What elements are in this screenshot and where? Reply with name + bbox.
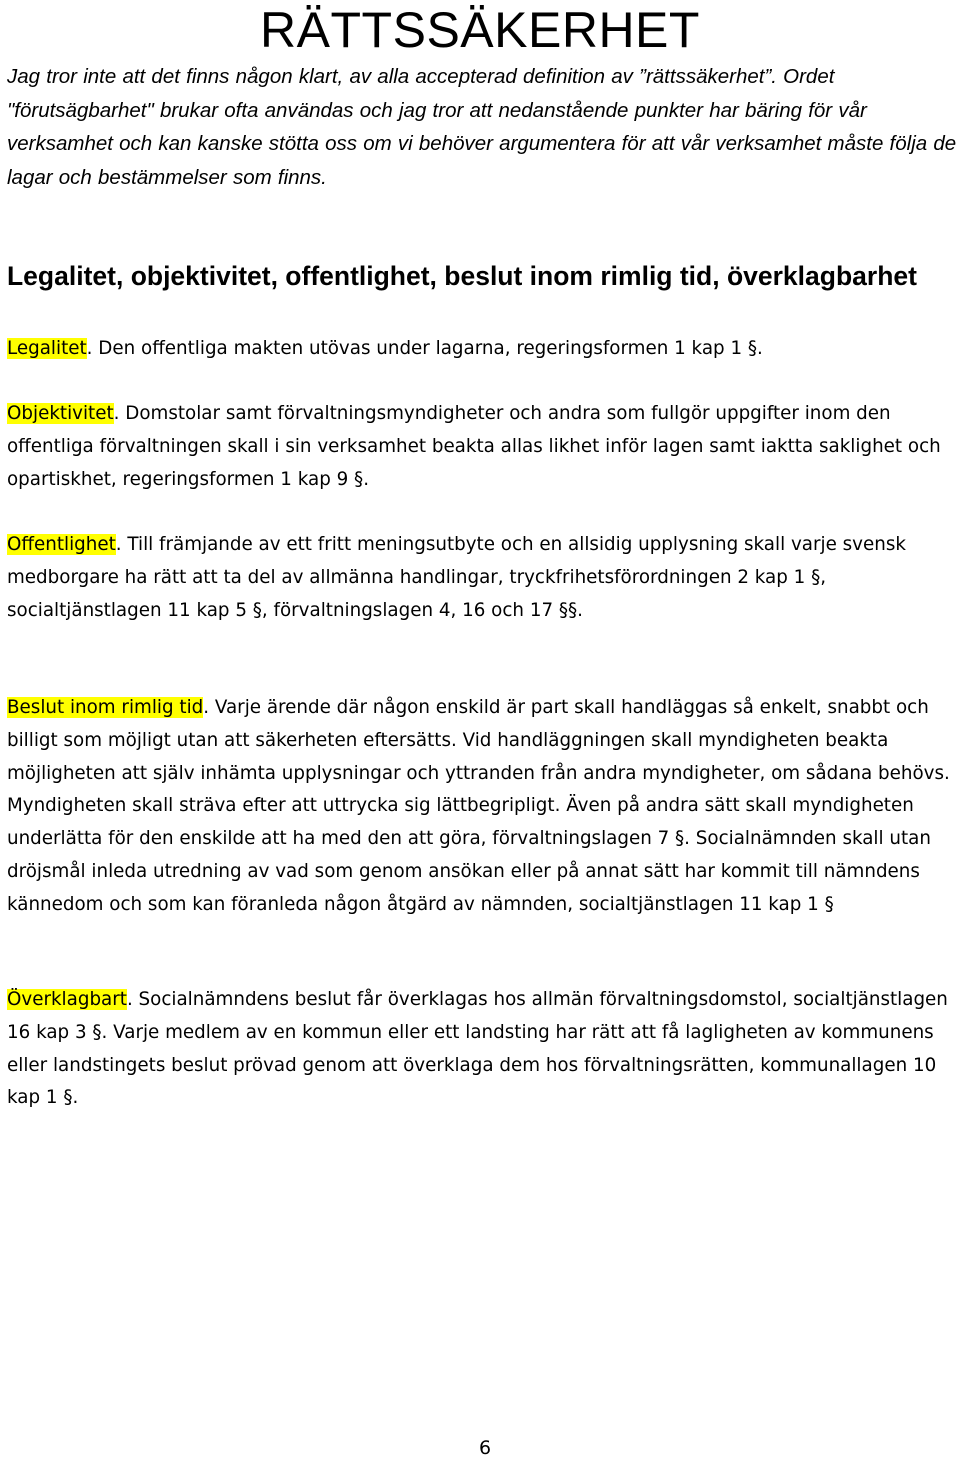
highlighted-term-offentlighet: Offentlighet — [7, 534, 116, 555]
paragraph-overklagbart — [7, 984, 959, 1115]
paragraph-text-overklagbart: . Socialnämndens beslut får överklagas hos allmän förvaltningsdomstol, socialtjänstlagen 16 kap 3 §. Varje medlem av en kommun eller ett landsting har rätt att få lagligheten av kommunens eller landstingets beslut prövad genom att överklaga dem hos förvaltningsrätten, kommunallagen 10 kap 1 §. — [7, 989, 948, 1109]
paragraph-offentlighet — [7, 529, 959, 627]
highlighted-term-overklagbart: Överklagbart — [7, 989, 127, 1010]
paragraph-beslut-inom-rimlig-tid — [7, 692, 959, 922]
section-heading: Legalitet, objektivitet, offentlighet, beslut inom rimlig tid, överklagbarhet — [7, 261, 917, 291]
paragraph-text-offentlighet: . Till främjande av ett fritt meningsutbyte och en allsidig upplysning skall varje svensk medborgare ha rätt att ta del av allmänna handlingar, tryckfrihetsförordningen 2 kap 1 §, socialtjänstlagen 11 kap 5 §, förvaltningslagen 4, 16 och 17 §§. — [7, 534, 906, 621]
page-title: RÄTTSSÄKERHET — [260, 2, 700, 58]
page-number: 6 — [478, 1437, 492, 1459]
intro-paragraph: Jag tror inte att det finns någon klart, av alla accepterad definition av ”rättssäkerhet”. Ordet "förutsägbarhet" brukar ofta användas och jag tror att nedanstående punkter har bäring för vår verksamhet och kan kanske stötta oss om vi behöver argumentera för att vår verksamhet måste följa de lagar och bestämmelser som finns. — [7, 65, 957, 189]
paragraph-text-legalitet: . Den offentliga makten utövas under lagarna, regeringsformen 1 kap 1 §. — [86, 338, 763, 359]
paragraph-legalitet — [7, 333, 959, 366]
highlighted-term-objektivitet: Objektivitet — [7, 403, 114, 424]
highlighted-term-legalitet: Legalitet — [7, 338, 87, 359]
paragraph-text-beslut-inom-rimlig-tid: . Varje ärende där någon enskild är part skall handläggas så enkelt, snabbt och billigt som möjligt utan att säkerheten eftersätts. Vid handläggningen skall myndigheten beakta möjligheten att själv inhämta upplysningar och yttranden från andra myndigheter, om sådana behövs. Myndigheten skall sträva efter att uttrycka sig lättbegripligt. Även på andra sätt skall myndigheten underlätta för den enskilde att ha med den att göra, förvaltningslagen 7 §. Socialnämnden skall utan dröjsmål inleda utredning av vad som genom ansökan eller på annat sätt har kommit till nämndens kännedom och som kan föranleda någon åtgärd av nämnden, socialtjänstlagen 11 kap 1 § — [7, 697, 950, 915]
paragraph-text-objektivitet: . Domstolar samt förvaltningsmyndigheter och andra som fullgör uppgifter inom den offentliga förvaltningen skall i sin verksamhet beakta allas likhet inför lagen samt iaktta saklighet och opartiskhet, regeringsformen 1 kap 9 §. — [7, 403, 941, 490]
paragraph-objektivitet — [7, 398, 959, 496]
highlighted-term-beslut-inom-rimlig-tid: Beslut inom rimlig tid — [7, 697, 204, 718]
